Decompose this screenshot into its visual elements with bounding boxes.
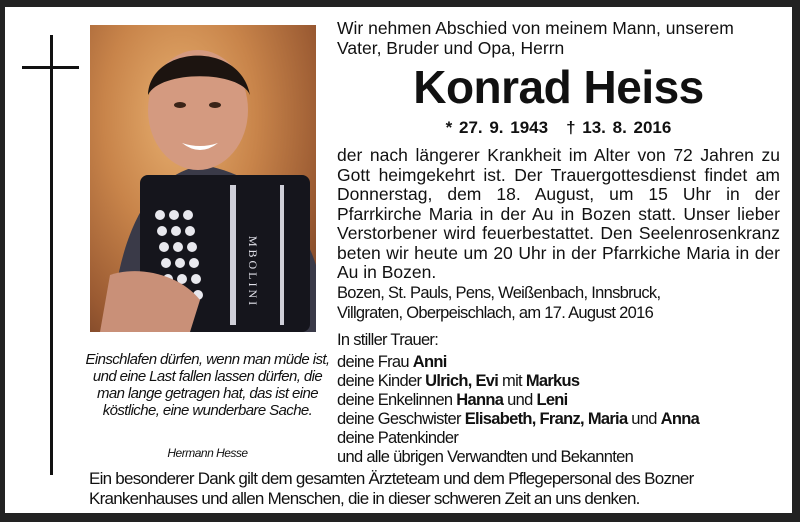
obituary-notice [5, 7, 792, 513]
mourner-line: deine Geschwister Elisabeth, Franz, Maria und Anna [337, 410, 700, 428]
death-date: † 13. 8. 2016 [566, 118, 672, 137]
mourner-line: deine Kinder Ulrich, Evi mit Markus [337, 372, 580, 390]
cross-icon-bar [22, 66, 79, 69]
mourner-line: deine Enkelinnen Hanna und Leni [337, 391, 568, 409]
portrait-photo [90, 25, 316, 332]
mourners-list [337, 331, 780, 467]
quote-author: Hermann Hesse [167, 446, 248, 460]
places-line: Bozen, St. Pauls, Pens, Weißenbach, Innsbruck, [337, 284, 661, 302]
mourner-line: und alle übrigen Verwandten und Bekannten [337, 448, 634, 466]
cross-icon [50, 35, 53, 475]
announcement-body [337, 146, 780, 283]
quote: Einschlafen dürfen, wenn man müde ist, und eine Last fallen lassen dürfen, die man lange getragen hat, das ist eine köstliche, eine wunderbare Sache. [85, 351, 330, 419]
place-date [337, 284, 780, 323]
mourner-line: deine Patenkinder [337, 429, 459, 447]
deceased-name: Konrad Heiss [413, 61, 704, 113]
mourning-header: In stiller Trauer: [337, 331, 439, 349]
announcement-text: der nach längerer Krankheit im Alter von 72 Jahren zu Gott heimgekehrt ist. Der Trauergottesdienst findet am Donnerstag, dem 18. August, um 15 Uhr in der Pfarrkirche Maria in der Au in Bozen statt. Unser lieber Verstorbener wird feuerbestattet. Den Seelenrosenkranz beten wir heute um 20 Uhr in der Pfarrkiche Maria in der Au in Bozen. [337, 145, 780, 282]
intro-text: Wir nehmen Abschied von meinem Mann, unserem Vater, Bruder und Opa, Herrn [337, 18, 734, 58]
birth-date: * 27. 9. 1943 [445, 118, 549, 137]
thanks-text: Ein besonderer Dank gilt dem gesamten Ärzteteam und dem Pflegepersonal des Bozner Krankenhauses und allen Menschen, die in dieser schweren Zeit an uns denken. [89, 469, 694, 508]
accordion-brand-text: MBOLINI [246, 235, 260, 309]
dates [337, 118, 780, 138]
places-line: Villgraten, Oberpeischlach, am 17. August 2016 [337, 303, 654, 322]
mourner-line: deine Frau Anni [337, 353, 447, 371]
